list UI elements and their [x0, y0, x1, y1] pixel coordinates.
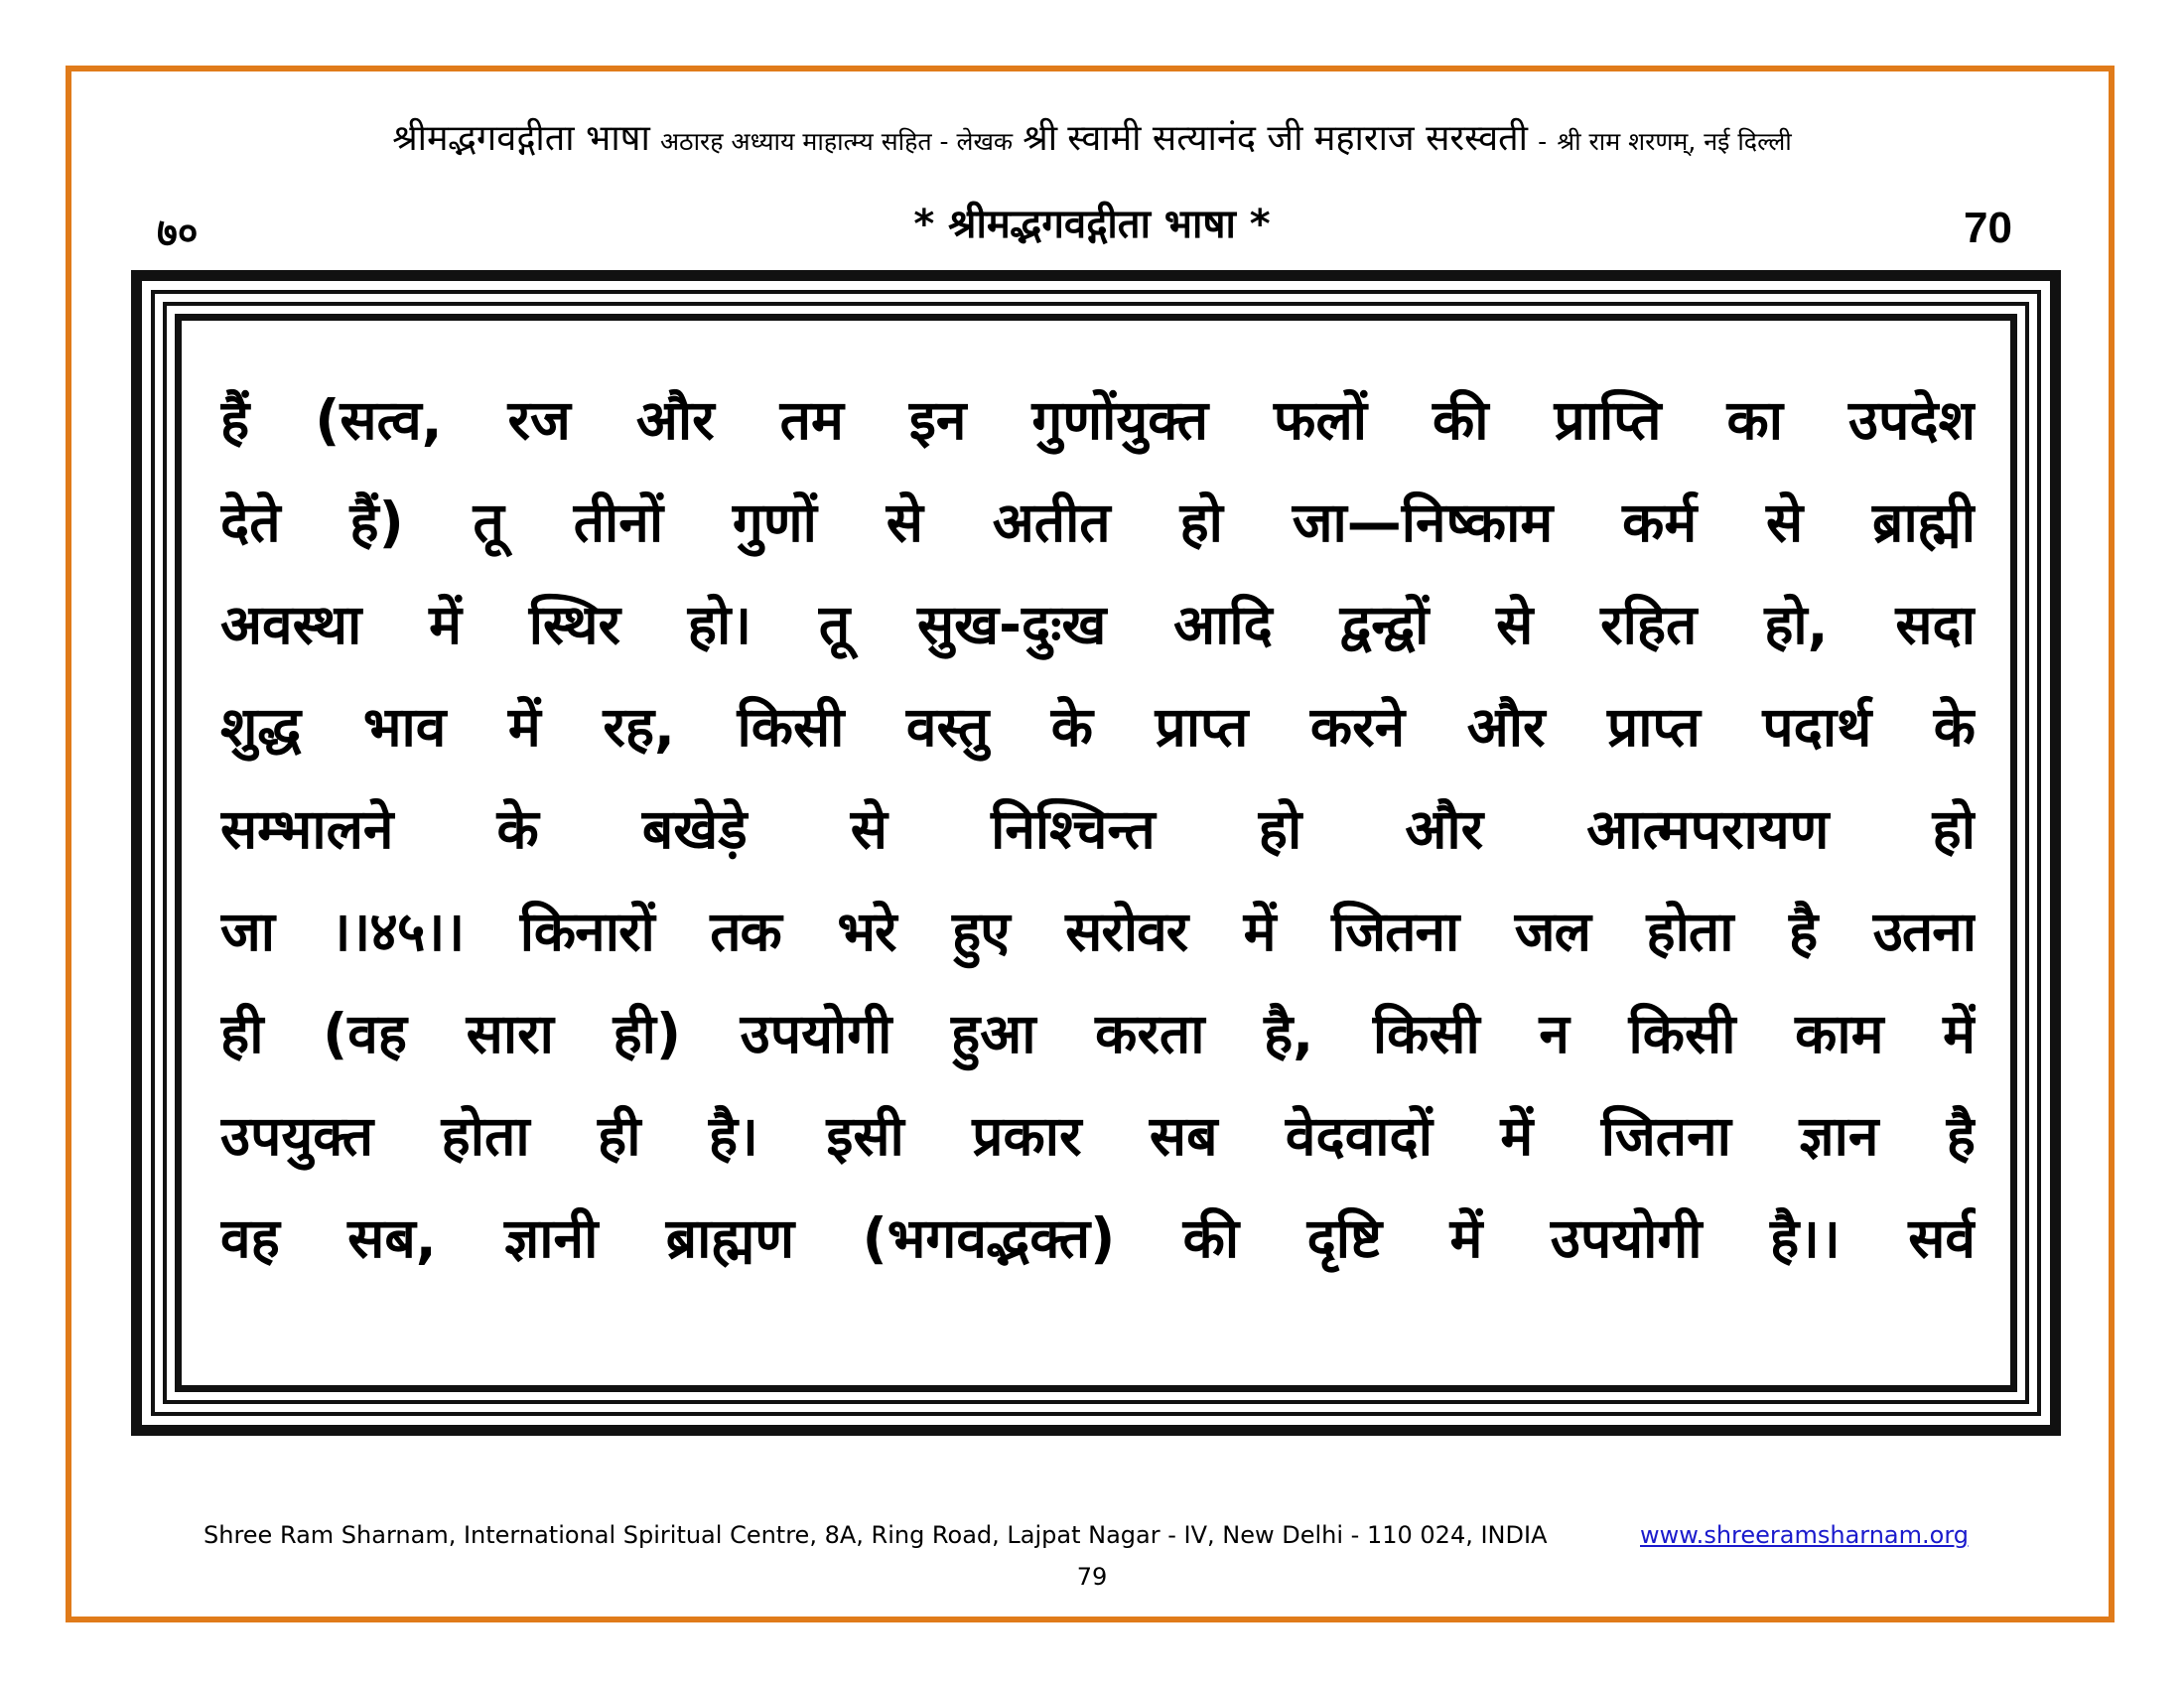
verse-commentary-text [220, 369, 1976, 1290]
page-title: * श्रीमद्भगवद्गीता भाषा * [913, 202, 1271, 247]
text-line: देते हैं) तू तीनों गुणों से अतीत हो जा—निष्काम कर्म से ब्राह्मी [220, 491, 1976, 554]
header-subtitle: अठारह अध्याय माहात्म्य सहित - लेखक [659, 127, 1014, 156]
text-line: ही (वह सारा ही) उपयोगी हुआ करता है, किसी न किसी काम में [220, 1002, 1976, 1065]
text-line: सम्भालने के बखेड़े से निश्चिन्त हो और आत्मपरायण हो [220, 797, 1976, 861]
text-line: वह सब, ज्ञानी ब्राह्मण (भगवद्भक्त) की दृष्टि में उपयोगी है।। सर्व [220, 1206, 1976, 1270]
author-prefix: श्री [1023, 118, 1058, 159]
running-header [99, 117, 2085, 164]
author-name: स्वामी सत्यानंद जी महाराज सरस्वती [1067, 118, 1528, 159]
page-number-arabic: 70 [1964, 204, 2012, 252]
text-line: हैं (सत्व, रज और तम इन गुणोंयुक्त फलों की प्राप्ति का उपदेश [220, 388, 1976, 452]
text-line: जा ।।४५।। किनारों तक भरे हुए सरोवर में जितना जल होता है उतना [220, 900, 1976, 963]
footer-address: Shree Ram Sharnam, International Spiritual Centre, 8A, Ring Road, Lajpat Nagar - IV, New Delhi - 110 024, INDIA [204, 1521, 1548, 1549]
publisher-name: श्री राम शरणम्, नई दिल्ली [1557, 127, 1792, 156]
text-line: अवस्था में स्थिर हो। तू सुख-दुःख आदि द्वन्द्वों से रहित हो, सदा [220, 593, 1976, 656]
page-number-devanagari: ७० [157, 211, 199, 256]
pdf-page-number: 79 [1076, 1563, 1108, 1591]
text-line: शुद्ध भाव में रह, किसी वस्तु के प्राप्त करने और प्राप्त पदार्थ के [220, 695, 1976, 759]
book-title: श्रीमद्भगवद्गीता भाषा [392, 118, 650, 159]
header-separator: - [1538, 127, 1548, 156]
website-link[interactable]: www.shreeramsharnam.org [1640, 1521, 1970, 1549]
text-line: उपयुक्त होता ही है। इसी प्रकार सब वेदवादों में जितना ज्ञान है [220, 1104, 1976, 1168]
